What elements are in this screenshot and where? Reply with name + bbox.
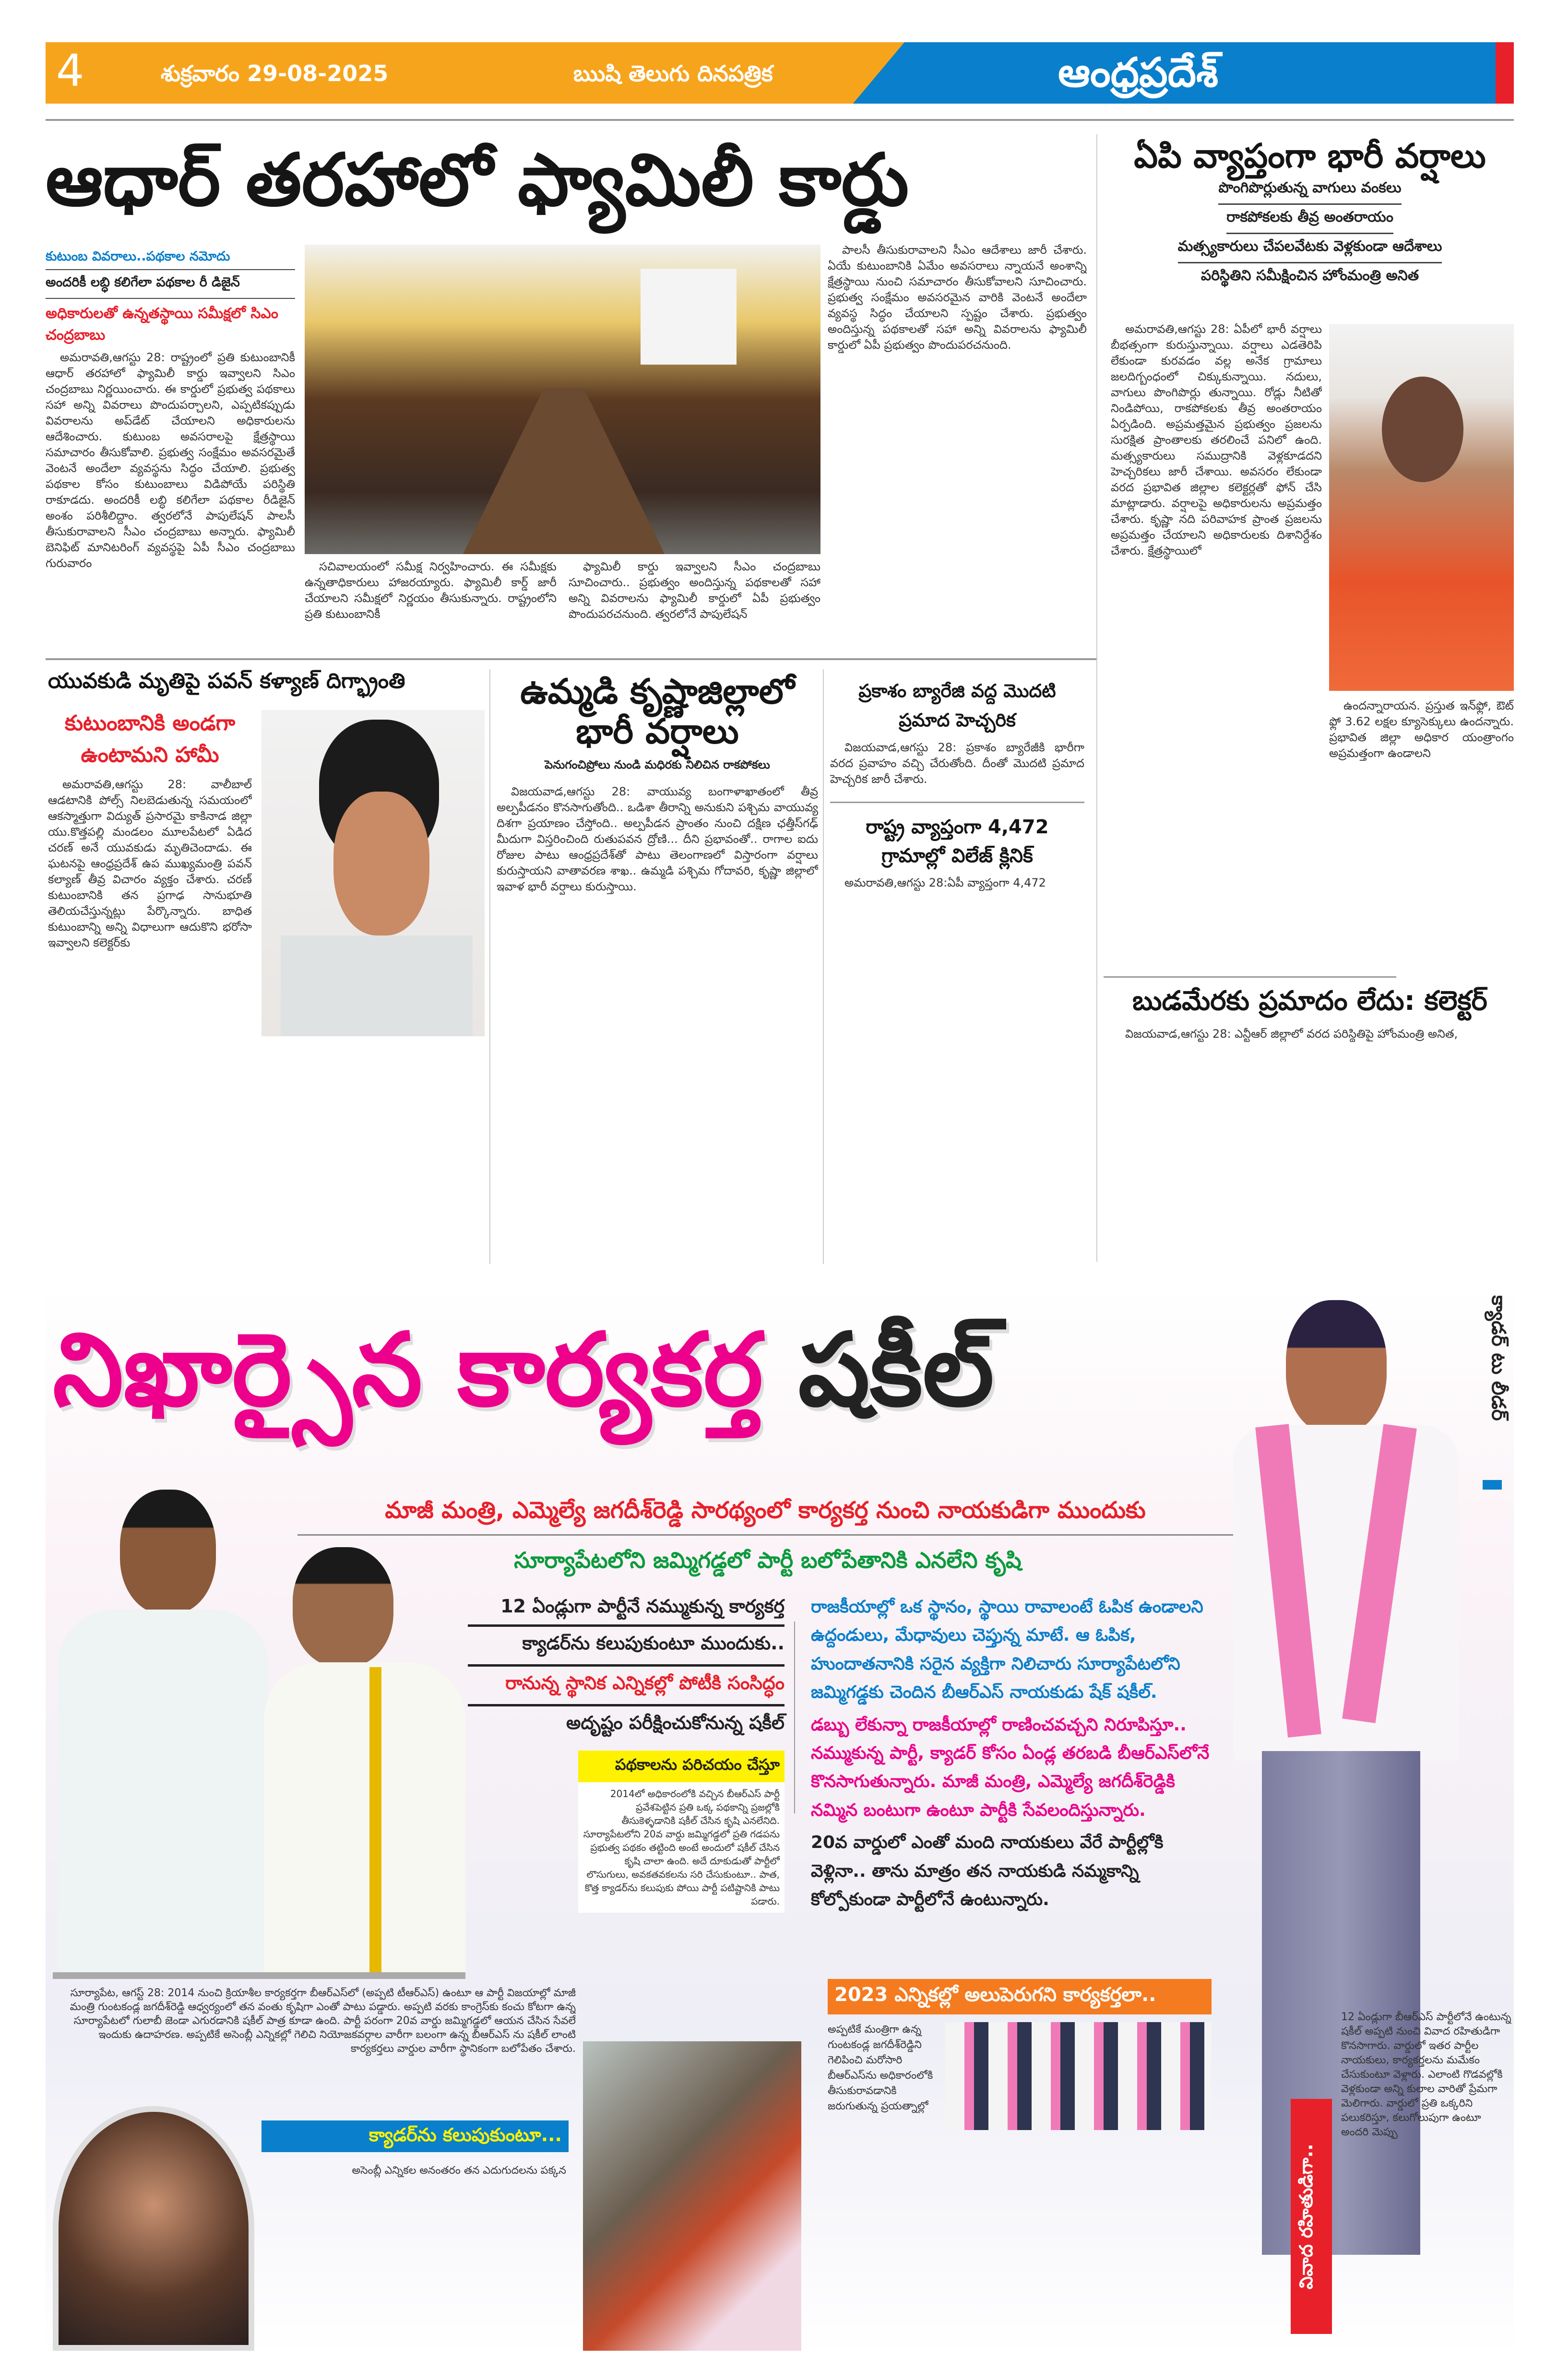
feature-sub-green: సూర్యాపేటలోని జమ్మిగడ్డలో పార్టీ బలోపేతానికి ఎనలేని కృషి	[514, 1547, 1022, 1573]
feature-headline	[53, 1310, 1214, 1431]
rain-header	[1104, 137, 1516, 291]
krishna-body: విజయవాడ,ఆగస్టు 28: వాయువ్య బంగాళాఖాతంలో తీవ్ర అల్పపీడనం కొనసాగుతోంది.. ఒడిశా తీరాన్ని అనుకుని పశ్చిమ వాయువ్య దిశగా ప్రయాణం చేస్తోంది.. అల్పపీడన ప్రాంతం నుంచి దక్షిణ ఛత్తీస్‌గఢ్ మీదుగా విస్తరించింది రుతుపవన ద్రోణి... దీని ప్రభావంతో.. రాగాల ఐదు రోజుల పాటు ఆంధ్రప్రదేశ్‌తో పాటు తెలంగాణలో విస్తారంగా వర్షాలు కురుస్తాయని వాతావరణ శాఖ.. ఉమ్మడి పశ్చిమ గోదావరి, కృష్ణా జిల్లాలో ఇవాళ భారీ వర్షాలు కురుస్తాయి.	[497, 784, 818, 893]
kicker-red: అధికారులతో ఉన్నతస్థాయి సమీక్షలో సిఎం చంద్రబాబు	[46, 305, 278, 343]
photo-base-strip	[53, 1972, 465, 1979]
portrait-head	[293, 1547, 393, 1667]
krishna-headline: ఉమ్మడి కృష్ణాజిల్లాలో భారీ వర్షాలు	[520, 672, 795, 751]
blue-box-heading: క్యాడర్‌ను కలుపుకుంటూ...	[261, 2120, 569, 2152]
portrait-shirt	[58, 1610, 269, 1979]
clinic-divider	[830, 802, 1084, 803]
krishna-subhead: పెనుగంచిప్రోలు నుండి మధిరకు నిలిచిన రాకపోకలు	[545, 758, 770, 771]
lead-body-left: అమరావతి,ఆగస్టు 28: రాష్ట్రంలో ప్రతి కుటుంబానికీ ఆధార్ తరహాలో ఫ్యామిలీ కార్డు ఇవ్వాలని సిఎం చంద్రబాబు నిర్ణయించారు. ఈ కార్డులో ప్రభుత్వ పథకాలు సహా అన్ని వివరాలు పొందుపర్చాలని, ఎప్పటికప్పుడు వివరాలను అప్‌డేట్ చేయాలని అధికారులను ఆదేశించారు. కుటుంబ అవసరాలపై క్షేత్రస్థాయి సమాచారం తీసుకోవాలి. ప్రభుత్వ సంక్షేమం అవసరమైతే వెంటనే అందేలా వ్యవస్థను సిద్ధం చేయాలి. ప్రభుత్వ పథకాల కోసం కుటుంబాలు విడిపోయే పరిస్థితి రాకూడదు. అందరికీ లబ్ధి కలిగేలా పథకాల రీడిజైన్ అంశం పరిశీలిద్దాం. త్వరలోనే పాపులేషన్ పాలసీ తీసుకురావాలని సీఎం చంద్రబాబు అన్నారు. ఫ్యామిలీ బెనిఫిట్ మానిటరింగ్ వ్యవస్థపై ఏపీ సీఎం చంద్రబాబు గురువారం	[46, 351, 295, 570]
cm-review-meeting-photo	[305, 245, 820, 554]
side-label-accent	[1483, 1480, 1502, 1490]
pawan-subhead: కుటుంబానికి అండగా ఉంటామని హామీ	[64, 711, 236, 767]
masthead-red-tab	[1496, 42, 1514, 104]
rain-body-1: అమరావతి,ఆగస్టు 28: ఏపీలో భారీ వర్షాలు బీభత్సంగా కురుస్తున్నాయి. వర్షాలు ఎడతెరిపి లేకుండా కురవడం వల్ల అనేక గ్రామాలు జలదిగ్బంధంలో చిక్కుకున్నాయి. నదులు, వాగులు పొంగిపొర్లు తున్నాయి. రోడ్లు నీటితో నిండిపోయి, రాకపోకలకు తీవ్ర అంతరాయం ఏర్పడింది. అప్రమత్తమైన ప్రభుత్వం ప్రజలను సురక్షిత ప్రాంతాలకు తరలించే పనిలో ఉంది. మత్స్యకారులు సముద్రానికి వెళ్లకూడదని హెచ్చరికలు జారీ చేశాయి. అవసరం లేకుండా వరద ప్రభావిత జిల్లాల కలెక్టర్లతో ఫోన్ చేసి మాట్లాడారు. వర్షాలపై అధికారులను అప్రమత్తం చేశారు. కృష్ణా నది పరివాహక ప్రాంత ప్రజలను అప్రమత్తం చేయాలని అధికారులకు దిశానిర్దేశం చేశారు. క్షేత్రస్థాయిలో	[1111, 322, 1322, 557]
feature-side-label: క్యాడర్ టు లీడర్	[1487, 1295, 1509, 1421]
headline-black: షకీల్	[798, 1311, 994, 1429]
section-divider	[46, 658, 1096, 660]
feature-bullets-and-yellow-box	[468, 1593, 784, 1977]
kicker-blue: కుటుంబ వివరాలు..పథకాల నమోదు	[46, 247, 295, 270]
conference-table	[463, 389, 665, 554]
section-title: ఆంధ్రప్రదేశ్	[1058, 49, 1219, 96]
bullet: అదృష్టం పరీక్షించుకోనున్న షకీల్	[566, 1712, 784, 1733]
pawan-body: అమరావతి,ఆగస్టు 28: వాలీబాల్ ఆడటానికి పోల్స్ నిలబెడుతున్న సమయంలో ఆకస్మాత్తుగా విద్యుత్ ప్రసారమై కాకినాడ జిల్లా యు.కొత్తపల్లి మండలం మూలపేటలో ఏడిద చరణ్ అనే యువకుడు మృతిచెందాడు. ఈ ఘటనపై ఆంధ్రప్రదేశ్ ఉప ముఖ్యమంత్రి పవన్ కల్యాణ్ తీవ్ర విచారం వ్యక్తం చేశారు. చరణ్ కుటుంబానికి తన ప్రగాఢ సానుభూతి తెలియచేస్తున్నట్లు పేర్కొన్నారు. బాధిత కుటుంబాన్ని అన్ని విధాలుగా ఆదుకొని భరోసా ఇవ్వాలని కలెక్టర్‌కు	[48, 778, 252, 949]
yellow-box	[578, 1751, 784, 1913]
bullet: రానున్న స్థానిక ఎన్నికల్లో పోటీకి సంసిద్ధం	[468, 1667, 784, 1706]
quote-black: 20వ వార్డులో ఎంతో మంది నాయకులు వేరే పార్టీల్లోకి వెళ్లినా.. తాను మాత్రం తన నాయకుడి నమ్మకాన్ని కోల్పోకుండా పార్టీలోనే ఉంటున్నారు.	[811, 1833, 1164, 1909]
pawan-left-column	[48, 708, 252, 1262]
blue-box-body: అసెంబ్లీ ఎన్నికల అనంతరం తన ఎదుగుదలను పక్కన	[352, 2165, 566, 2177]
page-number: 4	[56, 45, 84, 96]
prakasam-body: విజయవాడ,ఆగస్టు 28: ప్రకాశం బ్యారేజీకి భారీగా వరద ప్రవాహం వచ్చి చేరుతోంది. దీంతో మొదటి ప్రమాద హెచ్చరిక జారీ చేశారు.	[830, 740, 1084, 786]
quote-divider	[794, 1622, 795, 1813]
column-divider	[1096, 134, 1097, 1262]
rain-body-2: ఉందన్నారాయన. ప్రస్తుత ఇన్‌ఫ్లో, ఔట్ ఫ్లో 3.62 లక్షల క్యూసెక్కులు ఉందన్నారు. ప్రభావిత జిల్లా అధికార యంత్రాంగం అప్రమత్తంగా ఉండాలని	[1329, 699, 1514, 760]
column-divider	[489, 669, 490, 1264]
portrait-shirt	[281, 935, 473, 1036]
kicker-black: అందరికీ లబ్ధి కలిగేలా పథకాల రీ డిజైన్	[46, 270, 295, 299]
budameru-divider	[1104, 976, 1396, 978]
yellow-stole	[369, 1667, 381, 1979]
quote-pink: డబ్బు లేకున్నా రాజకీయాల్లో రాణించవచ్చని నిరూపిస్తూ.. నమ్ముకున్న పార్టీ, క్యాడర్ కోసం ఏండ్ల తరబడి బీఆర్‌ఎస్‌లోనే కొనసాగుతున్నారు. మాజీ మంత్రి, ఎమ్మెల్యే జగదీశ్‌రెడ్డికి నమ్మిన బంటుగా ఉంటూ పార్టీకి సేవలందిస్తున్నారు.	[811, 1715, 1210, 1820]
rain-sub: రాకపోకలకు తీవ్ర అంతరాయం	[1226, 205, 1393, 234]
rain-sub: మత్స్యకారులు చేపలవేటకు వెళ్లకుండా ఆదేశాలు	[1178, 234, 1442, 263]
portrait-head	[120, 1490, 216, 1614]
budameru-body: విజయవాడ,ఆగస్టు 28: ఎన్టీఆర్ జిల్లాలో వరద పరిస్థితిపై హోంమంత్రి అనిత,	[1125, 1027, 1458, 1041]
lead-body-under-1: సచివాలయంలో సమీక్ష నిర్వహించారు. ఈ సమీక్షకు ఉన్నతాధికారులు హాజరయ్యారు. ఫ్యామిలీ కార్డ్ జారీ చేయాలని సమీక్షలో నిర్ణయం తీసుకున్నారు. రాష్ట్రంలోని ప్రతి కుటుంబానికీ	[305, 560, 557, 621]
lead-body-under-2: ఫ్యామిలీ కార్డు ఇవ్వాలని సీఎం చంద్రబాబు సూచించారు.. ప్రభుత్వం అందిస్తున్న పథకాలతో సహా అన్ని వివరాలను ఫ్యామిలీ కార్డులో ఏపీ ప్రభుత్వం పొందుపరచనుంది. త్వరలోనే పాపులేషన్	[569, 560, 820, 621]
prakasam-clinic-column	[830, 676, 1084, 1262]
clinic-headline: రాష్ట్ర వ్యాప్తంగా 4,472 గ్రామాల్లో విలేజ్ క్లినిక్	[866, 816, 1049, 867]
issue-date: శుక్రవారం 29-08-2025	[161, 60, 389, 86]
pawan-kalyan-photo	[261, 710, 485, 1036]
orange-box-body: అప్పటికే మంత్రిగా ఉన్న గుంటకండ్ల జగదీశ్‌రెడ్డిని గెలిపించి మరోసారి బీఆర్‌ఎస్‌ను అధికారంలోకి తీసుకురావడానికి జరుగుతున్న ప్రయత్నాల్లో	[828, 2024, 933, 2112]
clinic-body: అమరావతి,ఆగస్టు 28:ఏపీ వ్యాప్తంగా 4,472	[844, 876, 1046, 889]
quote-blue: రాజకీయాల్లో ఒక స్థానం, స్థాయి రావాలంటే ఓపిక ఉండాలని ఉద్దండులు, మేధావులు చెప్తున్న మాటే. ఆ ఓపిక, హుందాతనానికి సరైన వ్యక్తిగా నిలిచారు సూర్యాపేటలోని జమ్మిగడ్డకు చెందిన బీఆర్‌ఎస్ నాయకుడు షేక్ షకీల్.	[811, 1597, 1203, 1703]
portrait-head	[1286, 1300, 1387, 1434]
yellow-heading: పథకాలను పరిచయం చేస్తూ	[578, 1751, 784, 1782]
home-minister-anitha-photo	[1329, 324, 1514, 691]
paper-name: ఋషి తెలుగు దినపత్రిక	[573, 60, 773, 86]
headline-pink: నిఖార్సైన కార్యకర్త	[53, 1311, 763, 1429]
feature-sub-red: మాజీ మంత్రి, ఎమ్మెల్యే జగదీశ్‌రెడ్డి సారథ్యంలో కార్యకర్త నుంచి నాయకుడిగా ముందుకు	[297, 1497, 1233, 1536]
yellow-body: 2014లో అధికారంలోకి వచ్చిన బీఆర్‌ఎస్ పార్టీ ప్రవేశపెట్టిన ప్రతి ఒక్క పథకాన్ని ప్రజల్లోకి తీసుకెళ్ళడానికి షకీల్ చేసిన కృషి ఎనలేనిది. సూర్యాపేటలోని 20వ వార్డు జమ్మిగడ్డలో ప్రతి గడపను ప్రభుత్వ పథకం తట్టింది అంటే అందులో షకీల్ చేసిన కృషి చాలా ఉంది. అదే దూకుడుతో పార్టీలో లొసుగులు, అవకతవకలను సరి చేసుకుంటూ.. పాత, కొత్త క్యాడర్‌ను కలుపుకు పోయి పార్టీ పటిష్టానికి పాటు పడారు.	[583, 1788, 780, 1907]
rain-sub: పరిస్థితిని సమీక్షించిన హోంమంత్రి అనిత	[1200, 267, 1419, 284]
prakasam-headline: ప్రకాశం బ్యారేజి వద్ద మొదటి ప్రమాద హెచ్చరిక	[858, 680, 1056, 731]
lead-body-right: పాలసీ తీసుకురావాలని సీఎం ఆదేశాలు జారీ చేశారు. ఏయే కుటుంబానికి ఏమేం అవసరాలు న్నాయనే అంశాన్ని క్షేత్రస్థాయి నుంచి సమాచారం తీసుకోవాలని సూచించారు. ప్రభుత్వ సంక్షేమం అవసరమైన వారికి వెంటనే అందేలా వ్యవస్థ సిద్ధం చేయాలని స్పష్టం చేశారు. ప్రభుత్వం అందిస్తున్న పథకాలతో సహా అన్ని వివరాలను ఫ్యామిలీ కార్డులో ఏపీ ప్రభుత్వం పొందుపరచనుంది.	[828, 243, 1087, 352]
krishna-story	[497, 672, 818, 1262]
orange-box-heading: 2023 ఎన్నికల్లో అలుపెరుగని కార్యకర్తలా..	[828, 1979, 1212, 2014]
bullet: క్యాడర్‌ను కలుపుకుంటూ ముందుకు..	[468, 1627, 784, 1667]
pawan-headline: యువకుడి మృతిపై పవన్ కళ్యాణ్ దిగ్భ్రాంతి	[48, 669, 405, 693]
shakeel-caption: 12 ఏండ్లుగా బీఆర్‌ఎస్ పార్టీలోనే ఉంటున్న షకీల్ అప్పటి నుంచి వివాద రహితుడిగా కొనసాగారు. వార్డులో ఇతర పార్టీల నాయకులు, కార్యకర్తలను మమేకం చేసుకుంటూ వెళ్లారు. ఎలాంటి గొడవల్లోకి వెళ్లకుండా అన్ని కులాల వారితో ప్రేమగా మెలిగారు. వార్డులో ప్రతి ఒక్కరిని పలుకరిస్తూ, కలుగోలుపుగా ఉంటూ అందరి మెప్పు	[1341, 2011, 1511, 2138]
red-vertical-label: వివాద రహితుడిగా..	[1291, 2099, 1332, 2334]
lead-headline: ఆధార్ తరహాలో ఫ్యామిలీ కార్డు	[46, 139, 909, 222]
portrait-head	[1382, 377, 1463, 482]
masthead-band	[46, 42, 1514, 104]
portrait-shirt	[264, 1662, 465, 1979]
feature-main-body: సూర్యాపేట, ఆగస్ట్ 28: 2014 నుంచి క్రియాశీల కార్యకర్తగా బీఆర్‌ఎస్‌లో (అప్పటి టీఆర్‌ఎస్) ఉంటూ ఆ పార్టీ విజయాల్లో మాజీ మంత్రి గుంటకండ్ల జగదీశ్‌రెడ్డి ఆధ్వర్యంలో తన వంతు కృషిగా ఎంతో పాటు పడ్డారు. అప్పటి వరకు కాంగ్రెస్‌కు కంచు కోటగా ఉన్న సూర్యాపేటలో గులాబీ జెండా ఎగురడానికి షకీల్ పాత్ర కూడా ఉంది. పార్టీ పరంగా 20వ వార్డు జమ్మిగడ్డలో ఆయన చేసిన సేవలే ఇందుకు ఉదాహరణ. అప్పటికే అసెంబ్లీ ఎన్నికల్లో గెలిచి నియోజకవర్గాల వారీగా బలంగా ఉన్న బీఆర్‌ఎస్ ను షకీల్ లాంటి కార్యకర్తలు వార్డుల వారీగా స్థానికంగా బలోపేతం చేశారు.	[70, 1987, 576, 2055]
screen	[641, 269, 737, 365]
brs-rally-photo	[945, 2022, 1212, 2130]
budameru-headline: బుడమేరకు ప్రమాదం లేదు: కలెక్టర్	[1132, 986, 1487, 1017]
portrait-face	[333, 792, 429, 935]
rain-headline: ఏపి వ్యాప్తంగా భారీ వర్షాలు	[1134, 136, 1486, 176]
lead-left-column	[46, 247, 295, 655]
shakeel-campaign-photo	[583, 2041, 801, 2351]
shakeel-with-jagadish-reddy-photo	[53, 1485, 465, 1979]
header-divider	[46, 119, 1514, 121]
column-divider	[823, 669, 824, 1264]
rain-sub: పొంగిపొర్లుతున్న వాగులు వంకలు	[1218, 176, 1401, 205]
feature-quote	[811, 1593, 1219, 1967]
budameru-story	[1104, 986, 1516, 1262]
bullet: 12 ఏండ్లుగా పార్టీనే నమ్ముకున్న కార్యకర్త	[468, 1593, 784, 1627]
cadder-group-circle-photo	[53, 2106, 254, 2351]
